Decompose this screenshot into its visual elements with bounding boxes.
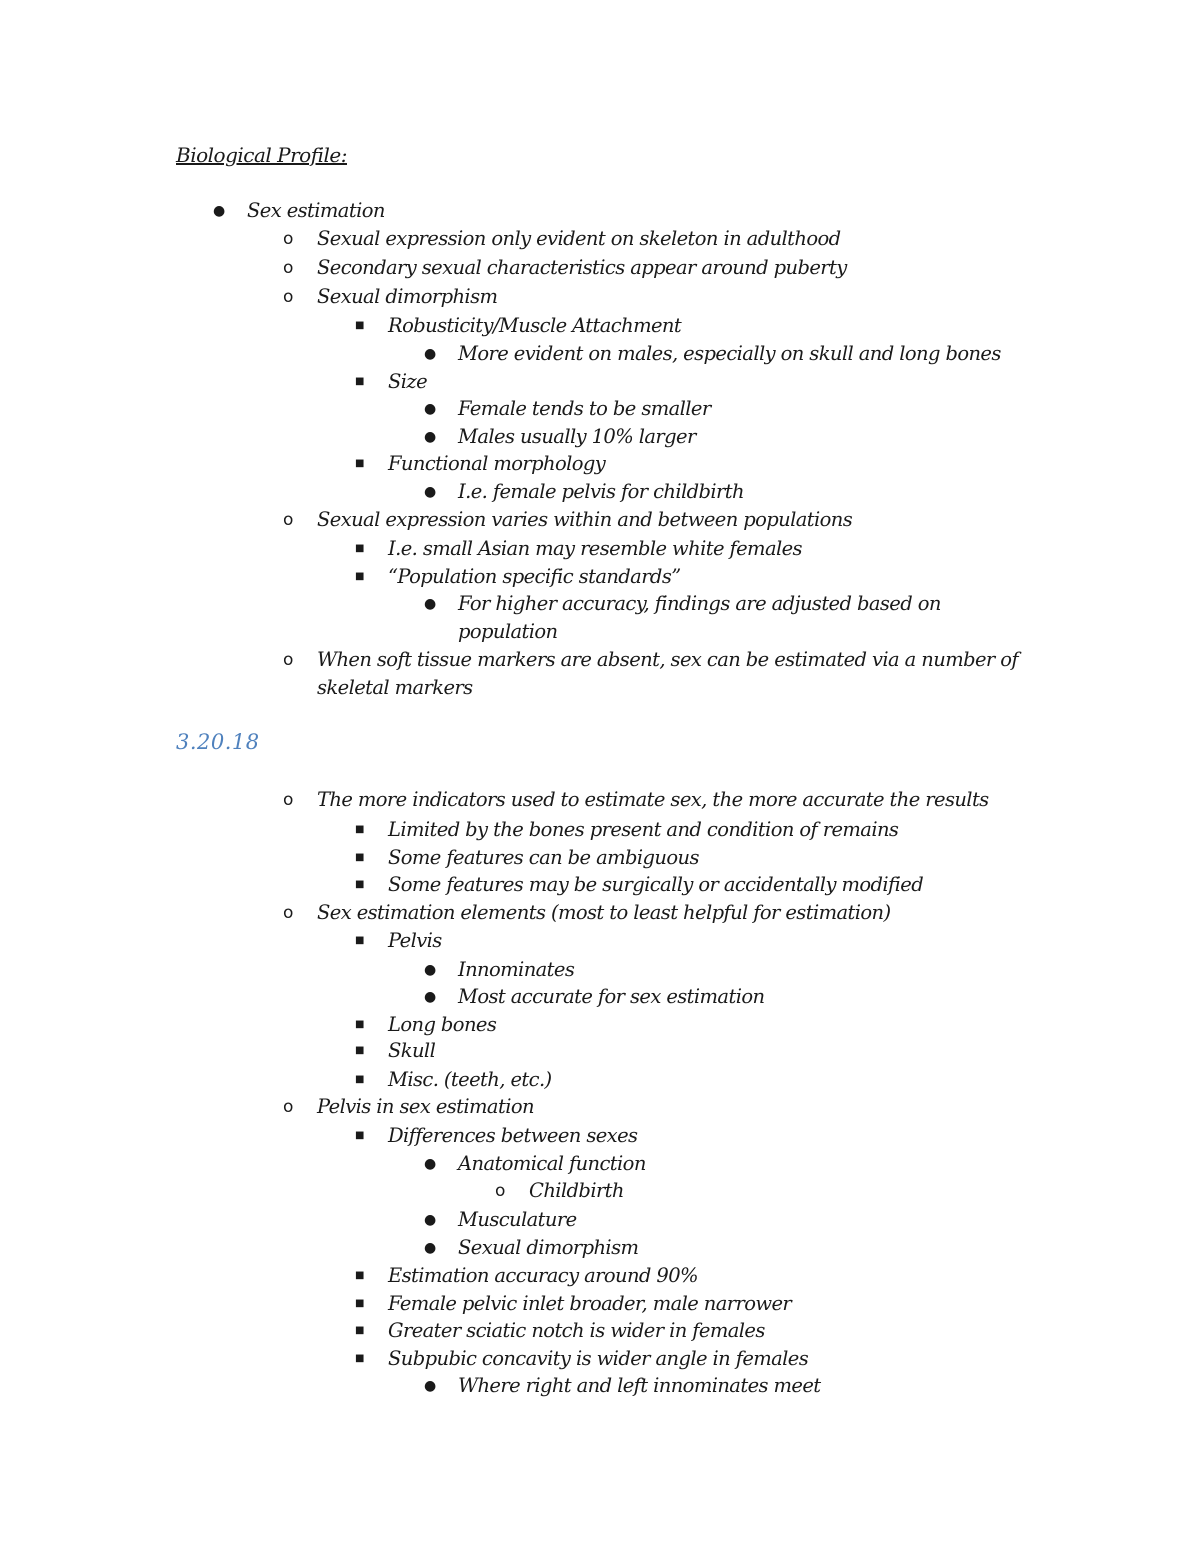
disc-bullet-icon: ● [424,989,437,1005]
list-item: Misc. (teeth, etc.) [388,1068,552,1091]
circle-bullet-icon: o [283,287,294,307]
list-item: “Population specific standards” [388,565,681,588]
date-heading: 3.20.18 [176,730,260,754]
disc-bullet-icon: ● [424,962,437,978]
list-item: Size [388,370,428,393]
list-item: Anatomical function [458,1152,646,1175]
disc-bullet-icon: ● [424,1378,437,1394]
list-item: Where right and left innominates meet [458,1374,821,1397]
list-item: I.e. small Asian may resemble white females [388,537,802,560]
circle-bullet-icon: o [283,510,294,530]
list-item: Sexual dimorphism [458,1236,639,1259]
square-bullet-icon: ■ [355,879,365,890]
document-title: Biological Profile: [176,143,347,167]
circle-bullet-icon: o [283,650,294,670]
disc-bullet-icon: ● [424,429,437,445]
list-item: Some features may be surgically or accidentally modified [388,873,924,896]
square-bullet-icon: ■ [355,1270,365,1281]
list-item: For higher accuracy, findings are adjusted based on population [458,592,941,643]
square-bullet-icon: ■ [355,458,365,469]
list-item: Some features can be ambiguous [388,846,699,869]
circle-bullet-icon: o [283,903,294,923]
square-bullet-icon: ■ [355,824,365,835]
square-bullet-icon: ■ [355,852,365,863]
list-item: Sexual expression varies within and between populations [317,508,853,531]
circle-bullet-icon: o [495,1181,506,1201]
list-item: Secondary sexual characteristics appear around puberty [317,256,847,279]
list-item: Subpubic concavity is wider angle in females [388,1347,809,1370]
square-bullet-icon: ■ [355,1045,365,1056]
circle-bullet-icon: o [283,1097,294,1117]
disc-bullet-icon: ● [424,484,437,500]
list-item: Female tends to be smaller [458,397,711,420]
list-item: Pelvis [388,929,442,952]
list-item: Sexual dimorphism [317,285,498,308]
list-item: Innominates [458,958,575,981]
list-item: I.e. female pelvis for childbirth [458,480,744,503]
square-bullet-icon: ■ [355,320,365,331]
list-item: Musculature [458,1208,577,1231]
circle-bullet-icon: o [283,258,294,278]
list-item: Sexual expression only evident on skeleton in adulthood [317,227,841,250]
list-item: Limited by the bones present and condition of remains [388,818,899,841]
list-item: Female pelvic inlet broader, male narrower [388,1292,792,1315]
disc-bullet-icon: ● [424,1212,437,1228]
square-bullet-icon: ■ [355,1325,365,1336]
square-bullet-icon: ■ [355,935,365,946]
disc-bullet-icon: ● [424,596,437,612]
square-bullet-icon: ■ [355,1074,365,1085]
disc-bullet-icon: ● [213,203,226,219]
disc-bullet-icon: ● [424,1240,437,1256]
list-item: Sex estimation [247,199,385,222]
list-item: Robusticity/Muscle Attachment [388,314,682,337]
circle-bullet-icon: o [283,790,294,810]
disc-bullet-icon: ● [424,1156,437,1172]
list-item: Most accurate for sex estimation [458,985,765,1008]
square-bullet-icon: ■ [355,571,365,582]
square-bullet-icon: ■ [355,1130,365,1141]
circle-bullet-icon: o [283,229,294,249]
list-item: Males usually 10% larger [458,425,696,448]
list-item: When soft tissue markers are absent, sex can be estimated via a number of skeletal markers [317,648,1019,699]
list-item: Skull [388,1039,436,1062]
square-bullet-icon: ■ [355,1353,365,1364]
list-item: Childbirth [529,1179,624,1202]
disc-bullet-icon: ● [424,401,437,417]
list-item: Differences between sexes [388,1124,638,1147]
list-item: Estimation accuracy around 90% [388,1264,698,1287]
square-bullet-icon: ■ [355,376,365,387]
list-item: Sex estimation elements (most to least helpful for estimation) [317,901,891,924]
list-item: Pelvis in sex estimation [317,1095,534,1118]
list-item: Long bones [388,1013,497,1036]
list-item: Functional morphology [388,452,606,475]
square-bullet-icon: ■ [355,1019,365,1030]
square-bullet-icon: ■ [355,1298,365,1309]
list-item: Greater sciatic notch is wider in females [388,1319,765,1342]
disc-bullet-icon: ● [424,346,437,362]
list-item: More evident on males, especially on skull and long bones [458,342,1001,365]
list-item: The more indicators used to estimate sex, the more accurate the results [317,788,989,811]
square-bullet-icon: ■ [355,543,365,554]
